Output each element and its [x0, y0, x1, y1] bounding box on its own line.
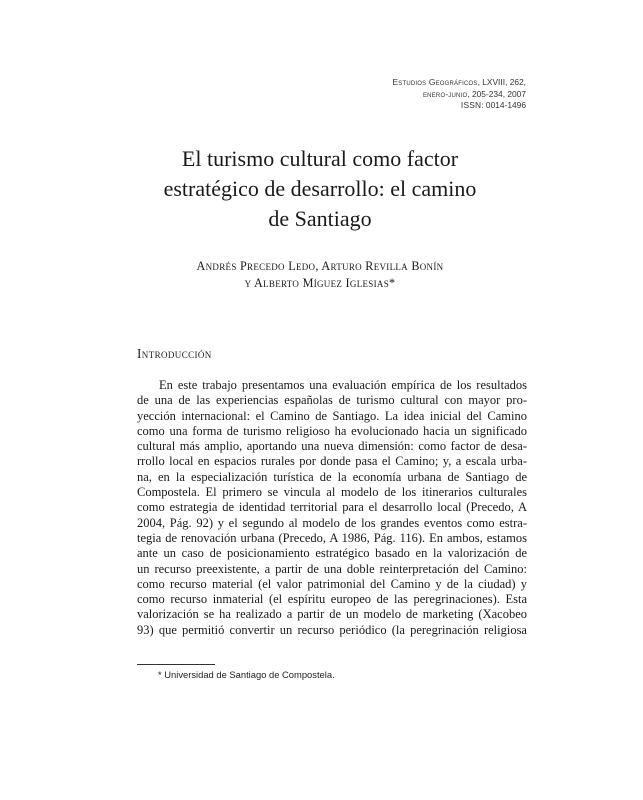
title-line-2: estratégico de desarrollo: el camino — [163, 176, 477, 201]
body-line: como recurso inmaterial (el espíritu europeo de las peregrinaciones). Esta — [137, 592, 527, 607]
body-line: En este trabajo presentamos una evaluación empírica de los resultados — [159, 378, 527, 392]
volume-issue: , LXVIII, 262, — [477, 77, 526, 87]
issn-value: : 0014-1496 — [481, 100, 526, 111]
title-line-1: El turismo cultural como factor — [181, 146, 459, 171]
issn-label: ISSN — [460, 100, 482, 111]
body-line: yección internacional: el Camino de Santiago. La idea inicial del Camino — [137, 408, 527, 423]
body-line: un recurso preexistente, a partir de una doble reinterpretación del Camino: — [137, 561, 527, 576]
title-line-3: de Santiago — [268, 206, 372, 231]
footnote: * Universidad de Santiago de Compostela. — [158, 669, 335, 680]
body-line: como una forma de turismo religioso ha evolucionado hacia un significado — [137, 423, 527, 438]
authors-line-1: Andrés Precedo Ledo, Arturo Revilla Bonín — [196, 259, 444, 273]
body-line: cultural más amplio, aportando una nueva dimensión: como factor de desa- — [137, 439, 527, 454]
body-paragraph — [137, 378, 527, 638]
article-title — [130, 144, 510, 234]
body-line: Compostela. El primero se vincula al modelo de los itinerarios culturales — [137, 485, 527, 500]
authors-line-2: y Alberto Míguez Iglesias* — [244, 276, 396, 290]
footnote-divider — [137, 664, 215, 665]
body-line: ante un caso de posicionamiento estratégico basado en la valorización de — [137, 546, 527, 561]
journal-issn-line — [392, 100, 526, 112]
body-line: de una de las experiencias españolas de turismo cultural con mayor pro- — [137, 393, 527, 408]
publication-period: enero-junio — [422, 88, 468, 99]
section-heading: Introducción — [137, 346, 212, 361]
journal-name: Estudios Geográficos — [392, 77, 478, 87]
body-line: como recurso material (el valor patrimonial del Camino y de la ciudad) y — [137, 576, 527, 591]
pages-year: , 205-234, 2007 — [467, 88, 526, 99]
body-line: na, en la especialización turística de la economía urbana de Santiago de — [137, 469, 527, 484]
journal-period-line — [392, 89, 526, 101]
body-line: como estrategia de identidad territorial para el desarrollo local (Precedo, A — [137, 500, 527, 515]
body-line: tegia de renovación urbana (Precedo, A 1986, Pág. 116). En ambos, estamos — [137, 530, 527, 545]
body-line: 93) que permitió convertir un recurso periódico (la peregrinación religiosa — [137, 622, 527, 637]
body-line: valorización se ha realizado a partir de un modelo de marketing (Xacobeo — [137, 607, 527, 622]
journal-citation-line — [392, 77, 526, 89]
journal-header — [392, 77, 526, 112]
article-authors — [130, 258, 510, 292]
body-line: rrollo local en espacios rurales por donde pasa el Camino; y, a escala urba- — [137, 454, 527, 469]
body-line: 2004, Pág. 92) y el segundo al modelo de los grandes eventos como estra- — [137, 515, 527, 530]
